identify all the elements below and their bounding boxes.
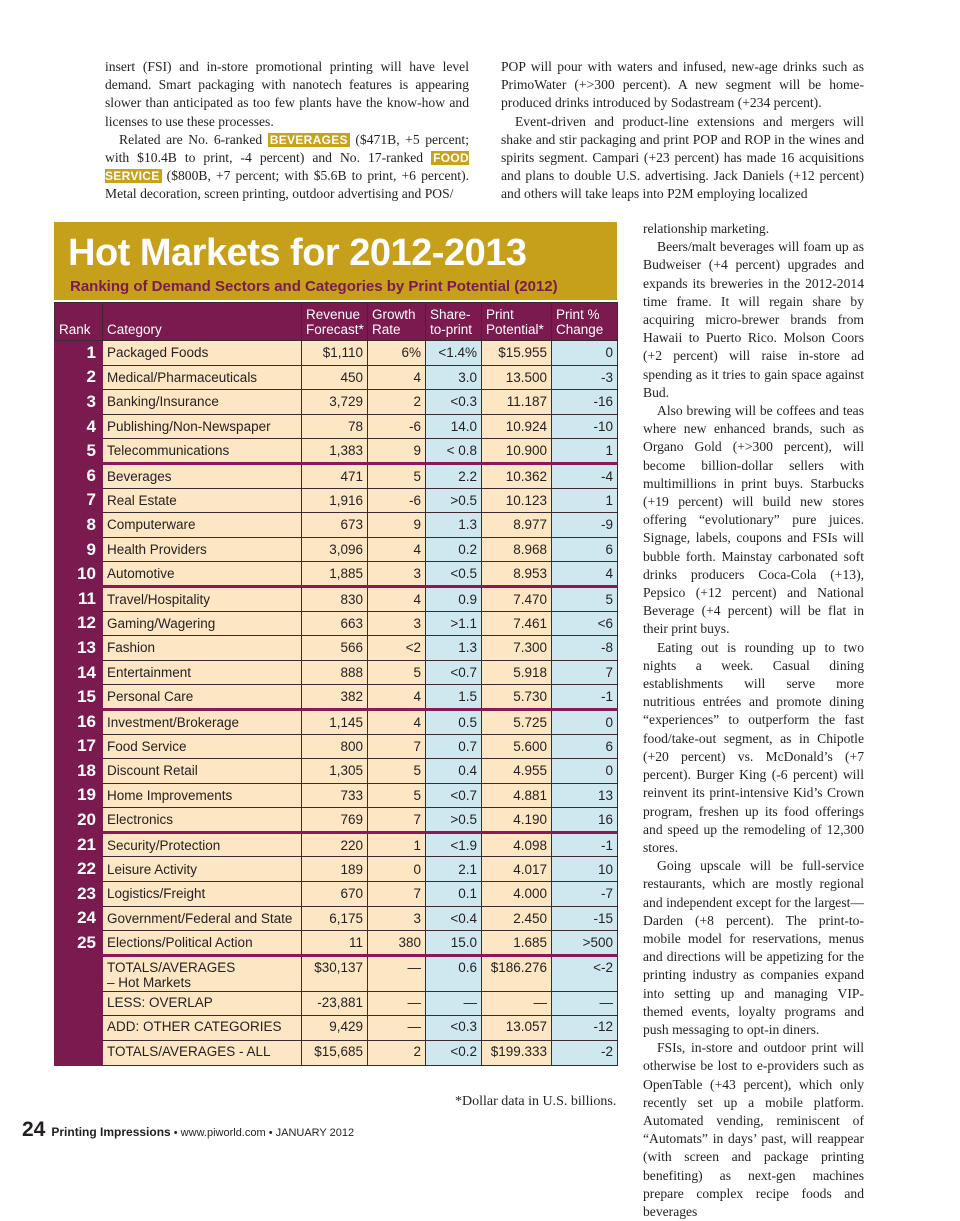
- totals-revenue-cell: $30,137: [302, 955, 368, 991]
- category-cell: Government/Federal and State: [103, 906, 302, 931]
- category-cell: Investment/Brokerage: [103, 709, 302, 734]
- share-cell: 0.1: [426, 882, 482, 907]
- article-paragraph: Event-driven and product-line extensions and mergers will shake and stir packaging and print POP and ROP in the wines and spirits segment. Campari (+23 percent) has made 16 acquisitions and plans to double U.S. advertising. Jack Daniels (+12 percent) and others will take leaps into P2M employing localized: [501, 113, 864, 202]
- rank-cell: 19: [55, 783, 103, 808]
- table-row: [55, 636, 618, 661]
- totals-change-cell: -2: [552, 1041, 618, 1066]
- table-row: [55, 660, 618, 685]
- category-cell: Discount Retail: [103, 759, 302, 784]
- change-cell: 6: [552, 537, 618, 562]
- revenue-cell: 1,916: [302, 488, 368, 513]
- change-cell: -10: [552, 414, 618, 439]
- share-cell: 3.0: [426, 365, 482, 390]
- print-cell: 4.017: [482, 857, 552, 882]
- growth-cell: 4: [368, 586, 426, 611]
- rank-cell: 2: [55, 365, 103, 390]
- share-cell: 0.5: [426, 709, 482, 734]
- print-cell: 8.968: [482, 537, 552, 562]
- category-cell: Personal Care: [103, 685, 302, 710]
- print-cell: 11.187: [482, 390, 552, 415]
- change-cell: -16: [552, 390, 618, 415]
- article-paragraph: Beers/malt beverages will foam up as Budweiser (+4 percent) upgrades and expands its breweries in the 2012-2014 time frame. It will regain share by acquiring micro-brewer brands from Hawaii to Puerto Rico. Molson Coors (+2 percent) will raise in-store ad spending as it tries to gain space against Bud.: [643, 239, 864, 400]
- change-cell: 0: [552, 341, 618, 366]
- rank-cell-empty: [55, 1041, 103, 1066]
- revenue-cell: 673: [302, 513, 368, 538]
- totals-growth-cell: —: [368, 955, 426, 991]
- rank-cell: 23: [55, 882, 103, 907]
- print-cell: 1.685: [482, 931, 552, 956]
- table-footnote: *Dollar data in U.S. billions.: [455, 1094, 617, 1109]
- article-paragraph: Related are No. 6-ranked BEVERAGES ($471B, +5 percent; with $10.4B to print, -4 percent) and No. 17-ranked FOOD SERVICE ($800B, +7 percent; with $5.6B to print, +6 percent). Metal decoration, screen printing, outdoor advertising and POS/: [105, 131, 469, 202]
- totals-label-cell: [103, 955, 302, 991]
- change-cell: 1: [552, 439, 618, 464]
- share-cell: 1.3: [426, 636, 482, 661]
- growth-cell: 4: [368, 365, 426, 390]
- share-cell: 2.2: [426, 463, 482, 488]
- growth-cell: <2: [368, 636, 426, 661]
- revenue-cell: 471: [302, 463, 368, 488]
- category-cell: Travel/Hospitality: [103, 586, 302, 611]
- print-cell: 2.450: [482, 906, 552, 931]
- change-cell: -1: [552, 832, 618, 857]
- rank-cell: 17: [55, 734, 103, 759]
- totals-row: [55, 991, 618, 1016]
- growth-cell: 380: [368, 931, 426, 956]
- revenue-cell: 1,383: [302, 439, 368, 464]
- table-row: [55, 414, 618, 439]
- revenue-cell: 733: [302, 783, 368, 808]
- print-cell: 4.955: [482, 759, 552, 784]
- rank-cell: 18: [55, 759, 103, 784]
- table-row: [55, 586, 618, 611]
- table-row: [55, 734, 618, 759]
- share-cell: < 0.8: [426, 439, 482, 464]
- print-cell: 4.000: [482, 882, 552, 907]
- table-row: [55, 365, 618, 390]
- change-cell: 16: [552, 808, 618, 833]
- beverages-highlight: BEVERAGES: [269, 132, 348, 147]
- totals-print-cell: $199.333: [482, 1041, 552, 1066]
- header-revenue: Revenue Forecast*: [302, 303, 368, 341]
- rank-cell-empty: [55, 991, 103, 1016]
- revenue-cell: 3,096: [302, 537, 368, 562]
- change-cell: 6: [552, 734, 618, 759]
- growth-cell: 5: [368, 463, 426, 488]
- change-cell: <6: [552, 611, 618, 636]
- print-cell: 7.461: [482, 611, 552, 636]
- header-change: Print % Change: [552, 303, 618, 341]
- revenue-cell: 1,145: [302, 709, 368, 734]
- revenue-cell: 3,729: [302, 390, 368, 415]
- category-cell: Medical/Pharmaceuticals: [103, 365, 302, 390]
- growth-cell: 3: [368, 906, 426, 931]
- print-cell: 10.362: [482, 463, 552, 488]
- print-cell: 7.300: [482, 636, 552, 661]
- revenue-cell: 6,175: [302, 906, 368, 931]
- table-row: [55, 439, 618, 464]
- category-cell: Security/Protection: [103, 832, 302, 857]
- category-cell: Food Service: [103, 734, 302, 759]
- share-cell: <1.4%: [426, 341, 482, 366]
- totals-label: TOTALS/AVERAGES: [107, 959, 236, 975]
- totals-growth-cell: 2: [368, 1041, 426, 1066]
- totals-share-cell: 0.6: [426, 955, 482, 991]
- table-title: Hot Markets for 2012-2013: [68, 232, 527, 274]
- rank-cell: 7: [55, 488, 103, 513]
- revenue-cell: 1,305: [302, 759, 368, 784]
- table-body: [55, 341, 618, 1066]
- rank-cell: 21: [55, 832, 103, 857]
- page-number: 24: [22, 1118, 46, 1141]
- change-cell: -7: [552, 882, 618, 907]
- table-row: [55, 709, 618, 734]
- totals-share-cell: <0.2: [426, 1041, 482, 1066]
- change-cell: 4: [552, 562, 618, 587]
- rank-cell: 14: [55, 660, 103, 685]
- growth-cell: 3: [368, 611, 426, 636]
- table-row: [55, 537, 618, 562]
- rank-cell: 15: [55, 685, 103, 710]
- revenue-cell: 220: [302, 832, 368, 857]
- print-cell: 10.900: [482, 439, 552, 464]
- share-cell: 1.3: [426, 513, 482, 538]
- table-row: [55, 906, 618, 931]
- print-cell: 7.470: [482, 586, 552, 611]
- revenue-cell: 1,885: [302, 562, 368, 587]
- growth-cell: 7: [368, 808, 426, 833]
- header-share: Share- to-print: [426, 303, 482, 341]
- growth-cell: 5: [368, 660, 426, 685]
- category-cell: Banking/Insurance: [103, 390, 302, 415]
- share-cell: >0.5: [426, 808, 482, 833]
- table-row: [55, 882, 618, 907]
- change-cell: 0: [552, 709, 618, 734]
- share-cell: <0.3: [426, 390, 482, 415]
- category-cell: Electronics: [103, 808, 302, 833]
- category-cell: Entertainment: [103, 660, 302, 685]
- revenue-cell: 566: [302, 636, 368, 661]
- change-cell: -3: [552, 365, 618, 390]
- change-cell: 0: [552, 759, 618, 784]
- magazine-name: Printing Impressions: [51, 1125, 171, 1139]
- totals-label-cell: [103, 991, 302, 1016]
- header-rank: Rank: [55, 303, 103, 341]
- print-cell: 13.500: [482, 365, 552, 390]
- growth-cell: 2: [368, 390, 426, 415]
- article-paragraph: relationship marketing.: [643, 221, 770, 236]
- share-cell: 2.1: [426, 857, 482, 882]
- category-cell: Logistics/Freight: [103, 882, 302, 907]
- category-cell: Leisure Activity: [103, 857, 302, 882]
- share-cell: <0.7: [426, 783, 482, 808]
- rank-cell: 24: [55, 906, 103, 931]
- totals-share-cell: <0.3: [426, 1016, 482, 1041]
- change-cell: 5: [552, 586, 618, 611]
- share-cell: 0.7: [426, 734, 482, 759]
- category-cell: Health Providers: [103, 537, 302, 562]
- growth-cell: 9: [368, 513, 426, 538]
- article-column-right: [643, 220, 864, 1221]
- rank-cell-empty: [55, 1016, 103, 1041]
- print-cell: $15.955: [482, 341, 552, 366]
- growth-cell: 4: [368, 685, 426, 710]
- print-cell: 10.924: [482, 414, 552, 439]
- revenue-cell: 888: [302, 660, 368, 685]
- totals-share-cell: —: [426, 991, 482, 1016]
- revenue-cell: $1,110: [302, 341, 368, 366]
- totals-change-cell: <-2: [552, 955, 618, 991]
- category-cell: Home Improvements: [103, 783, 302, 808]
- rank-cell: 6: [55, 463, 103, 488]
- table-row: [55, 857, 618, 882]
- hot-markets-table-box: [54, 220, 617, 1092]
- print-cell: 5.918: [482, 660, 552, 685]
- article-paragraph: POP will pour with waters and infused, new-age drinks such as PrimoWater (+>300 percent). A new segment will be home-produced drinks introduced by Sodastream (+234 percent).: [501, 59, 864, 111]
- table-row: [55, 513, 618, 538]
- change-cell: -9: [552, 513, 618, 538]
- table-row: [55, 463, 618, 488]
- hot-markets-table: [54, 302, 618, 1066]
- table-subtitle: Ranking of Demand Sectors and Categories by Print Potential (2012): [70, 278, 558, 295]
- rank-cell: 16: [55, 709, 103, 734]
- print-cell: 5.725: [482, 709, 552, 734]
- table-row: [55, 931, 618, 956]
- totals-change-cell: -12: [552, 1016, 618, 1041]
- category-cell: Real Estate: [103, 488, 302, 513]
- change-cell: -1: [552, 685, 618, 710]
- growth-cell: 9: [368, 439, 426, 464]
- revenue-cell: 382: [302, 685, 368, 710]
- rank-cell: 4: [55, 414, 103, 439]
- table-row: [55, 488, 618, 513]
- table-row: [55, 808, 618, 833]
- growth-cell: -6: [368, 488, 426, 513]
- article-column-middle: [501, 58, 864, 204]
- revenue-cell: 11: [302, 931, 368, 956]
- totals-print-cell: $186.276: [482, 955, 552, 991]
- totals-row: [55, 1041, 618, 1066]
- change-cell: -15: [552, 906, 618, 931]
- header-category: Category: [103, 303, 302, 341]
- growth-cell: -6: [368, 414, 426, 439]
- table-row: [55, 611, 618, 636]
- growth-cell: 6%: [368, 341, 426, 366]
- table-row: [55, 341, 618, 366]
- share-cell: <0.7: [426, 660, 482, 685]
- rank-cell: 10: [55, 562, 103, 587]
- table-row: [55, 832, 618, 857]
- totals-change-cell: —: [552, 991, 618, 1016]
- totals-row: [55, 1016, 618, 1041]
- category-cell: Elections/Political Action: [103, 931, 302, 956]
- rank-cell: 12: [55, 611, 103, 636]
- category-cell: Packaged Foods: [103, 341, 302, 366]
- category-cell: Automotive: [103, 562, 302, 587]
- growth-cell: 7: [368, 734, 426, 759]
- revenue-cell: 769: [302, 808, 368, 833]
- growth-cell: 4: [368, 537, 426, 562]
- print-cell: 5.730: [482, 685, 552, 710]
- share-cell: >1.1: [426, 611, 482, 636]
- rank-cell: 20: [55, 808, 103, 833]
- totals-revenue-cell: -23,881: [302, 991, 368, 1016]
- print-cell: 4.881: [482, 783, 552, 808]
- rank-cell-empty: [55, 955, 103, 991]
- food-service-highlight: FOOD SERVICE: [105, 151, 469, 184]
- totals-label: TOTALS/AVERAGES - ALL: [107, 1044, 271, 1060]
- change-cell: 13: [552, 783, 618, 808]
- change-cell: 7: [552, 660, 618, 685]
- change-cell: 1: [552, 488, 618, 513]
- table-header-row: [55, 303, 618, 341]
- header-print: Print Potential*: [482, 303, 552, 341]
- share-cell: 15.0: [426, 931, 482, 956]
- growth-cell: 4: [368, 709, 426, 734]
- growth-cell: 0: [368, 857, 426, 882]
- totals-growth-cell: —: [368, 1016, 426, 1041]
- page-footer: [22, 1118, 354, 1142]
- article-paragraph: Also brewing will be coffees and teas where new enhanced brands, such as Organo Gold (+>300 percent), will become billion-dollar sellers with multimillions in print buys. Starbucks (+19 percent) will build new stores offering “evolutionary” pure juices. Signage, labels, coupons and FSIs will bubble forth. Mainstay carbonated soft drinks producers Coca-Cola (+13), Pepsico (+12 percent) and National Beverage (+4 percent) will be flat in their print buys.: [643, 403, 864, 637]
- share-cell: 0.2: [426, 537, 482, 562]
- rank-cell: 3: [55, 390, 103, 415]
- print-cell: 4.098: [482, 832, 552, 857]
- footer-info: • www.piworld.com • JANUARY 2012: [170, 1127, 355, 1139]
- rank-cell: 13: [55, 636, 103, 661]
- table-header-band: [54, 222, 617, 300]
- article-paragraph: Eating out is rounding up to two nights a week. Casual dining establishments will serve more nutritious entrées and promote dining “experiences” to outperform the fast food/take-out segment, as in Chipotle (+20 percent) vs. McDonald’s (+7 percent). Burger King (-6 percent) will reinvent its print-intensive Kid’s Crown program, freshen up its food offerings and speed up the remodeling of 12,300 stores.: [643, 639, 864, 855]
- article-column-left: [105, 58, 469, 204]
- category-cell: Telecommunications: [103, 439, 302, 464]
- totals-print-cell: 13.057: [482, 1016, 552, 1041]
- table-row: [55, 783, 618, 808]
- share-cell: 1.5: [426, 685, 482, 710]
- header-growth: Growth Rate: [368, 303, 426, 341]
- growth-cell: 1: [368, 832, 426, 857]
- change-cell: 10: [552, 857, 618, 882]
- rank-cell: 9: [55, 537, 103, 562]
- totals-print-cell: —: [482, 991, 552, 1016]
- revenue-cell: 663: [302, 611, 368, 636]
- growth-cell: 5: [368, 759, 426, 784]
- print-cell: 8.977: [482, 513, 552, 538]
- print-cell: 10.123: [482, 488, 552, 513]
- category-cell: Publishing/Non-Newspaper: [103, 414, 302, 439]
- growth-cell: 3: [368, 562, 426, 587]
- revenue-cell: 450: [302, 365, 368, 390]
- share-cell: <0.5: [426, 562, 482, 587]
- share-cell: <1.9: [426, 832, 482, 857]
- rank-cell: 22: [55, 857, 103, 882]
- growth-cell: 5: [368, 783, 426, 808]
- totals-growth-cell: —: [368, 991, 426, 1016]
- share-cell: 0.9: [426, 586, 482, 611]
- totals-row: [55, 955, 618, 991]
- totals-label-cell: [103, 1041, 302, 1066]
- rank-cell: 11: [55, 586, 103, 611]
- totals-label: LESS: OVERLAP: [107, 994, 213, 1010]
- revenue-cell: 830: [302, 586, 368, 611]
- table-row: [55, 759, 618, 784]
- rank-cell: 5: [55, 439, 103, 464]
- rank-cell: 8: [55, 513, 103, 538]
- totals-label-cell: [103, 1016, 302, 1041]
- revenue-cell: 670: [302, 882, 368, 907]
- revenue-cell: 189: [302, 857, 368, 882]
- totals-label-line2: – Hot Markets: [107, 974, 192, 990]
- print-cell: 4.190: [482, 808, 552, 833]
- rank-cell: 25: [55, 931, 103, 956]
- growth-cell: 7: [368, 882, 426, 907]
- share-cell: <0.4: [426, 906, 482, 931]
- totals-label: ADD: OTHER CATEGORIES: [107, 1019, 282, 1035]
- category-cell: Computerware: [103, 513, 302, 538]
- category-cell: Fashion: [103, 636, 302, 661]
- table-row: [55, 390, 618, 415]
- change-cell: >500: [552, 931, 618, 956]
- article-paragraph: FSIs, in-store and outdoor print will otherwise be lost to e-providers such as OpenTable (+43 percent), which only recently set up a mobile platform. Automated vending, reminiscent of “Automats” in days’ past, will reappear (with screen and package printing benefiting) as next-gen machines prepare complex recipe foods and beverages: [643, 1040, 864, 1219]
- rank-cell: 1: [55, 341, 103, 366]
- article-paragraph: Going upscale will be full-service restaurants, which are mostly regional and independent except for the largest—Darden (+8 percent). The print-to-mobile model for reservations, menus and directions will be appetizing for the printing industry as companies expand into setting up and managing VIP-themed events, loyalty programs and push messaging to opt-in diners.: [643, 858, 864, 1037]
- revenue-cell: 800: [302, 734, 368, 759]
- category-cell: Beverages: [103, 463, 302, 488]
- totals-revenue-cell: 9,429: [302, 1016, 368, 1041]
- print-cell: 5.600: [482, 734, 552, 759]
- print-cell: 8.953: [482, 562, 552, 587]
- revenue-cell: 78: [302, 414, 368, 439]
- change-cell: -8: [552, 636, 618, 661]
- category-cell: Gaming/Wagering: [103, 611, 302, 636]
- table-row: [55, 685, 618, 710]
- share-cell: >0.5: [426, 488, 482, 513]
- table-row: [55, 562, 618, 587]
- totals-revenue-cell: $15,685: [302, 1041, 368, 1066]
- share-cell: 14.0: [426, 414, 482, 439]
- change-cell: -4: [552, 463, 618, 488]
- article-paragraph: insert (FSI) and in-store promotional printing will have level demand. Smart packaging with nanotech features is appearing slower than anticipated as too few plants have the know-how and licenses to use these processes.: [105, 59, 469, 129]
- share-cell: 0.4: [426, 759, 482, 784]
